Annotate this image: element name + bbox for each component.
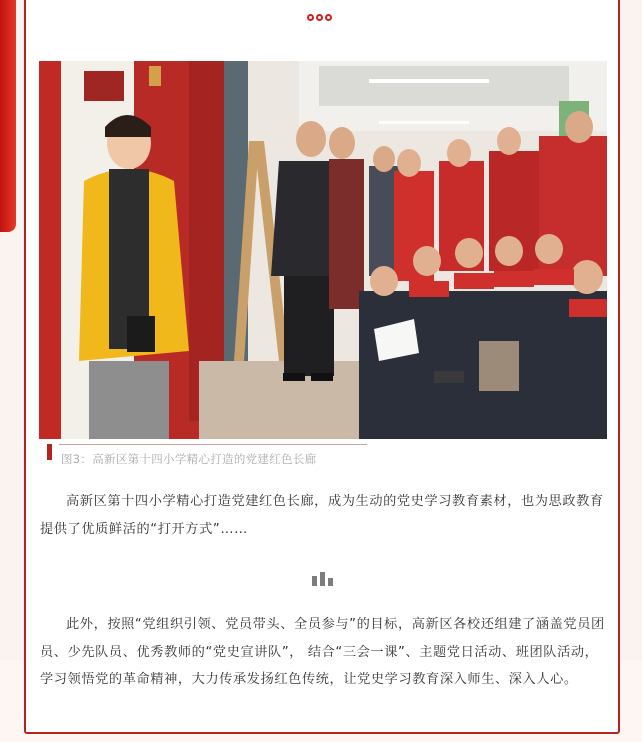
divider-dots-icon	[307, 14, 332, 21]
caption-text: 图3：高新区第十四小学精心打造的党建红色长廊	[61, 452, 317, 466]
article-paragraph: 高新区第十四小学精心打造党建红色长廊，成为生动的党史学习教育素材，也为思政教育提供了优质鲜活的“打开方式”……	[40, 494, 604, 537]
article-paragraph: 此外，按照“党组织引领、党员带头、全员参与”的目标，高新区各校还组建了涵盖党员团员、少先队员、优秀教师的“党史宣讲队”， 结合“三会一课”、主题党日活动、班团队活动，学习领悟党的革命精神，大力传承发扬红色传统，让党史学习教育深入师生、深入人心。	[40, 617, 605, 687]
dot	[325, 14, 332, 21]
section-divider-icon	[312, 572, 333, 586]
dot	[316, 14, 323, 21]
photo-illustration	[39, 61, 607, 439]
caption-marker-icon	[47, 444, 52, 460]
bar	[320, 572, 325, 586]
photo-caption	[47, 444, 607, 468]
bar	[312, 576, 317, 586]
dot	[307, 14, 314, 21]
caption-divider	[59, 444, 367, 445]
left-red-ribbon	[0, 0, 16, 232]
article-photo[interactable]	[39, 61, 607, 439]
bar	[328, 578, 333, 586]
